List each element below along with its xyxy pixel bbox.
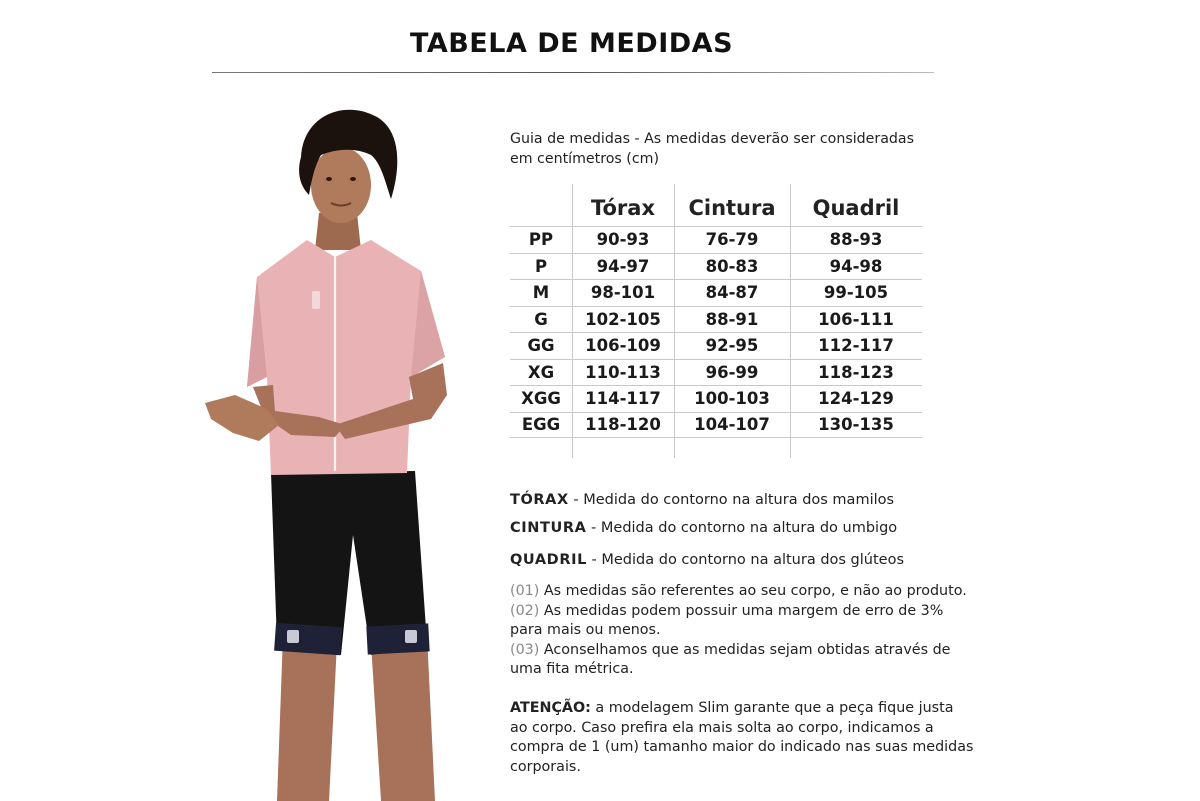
- model-left-leg: [277, 635, 337, 801]
- note-item: [510, 602, 980, 622]
- size-label: PP: [528, 230, 554, 250]
- table-row: [510, 253, 922, 280]
- torax-value: 98-101: [590, 283, 656, 303]
- cintura-value: 76-79: [705, 230, 759, 250]
- torax-value: 118-120: [585, 415, 661, 435]
- cintura-value: 80-83: [705, 256, 759, 276]
- attention-notice: [510, 699, 990, 777]
- definition-cintura: [510, 518, 990, 538]
- cintura-value: 104-107: [694, 415, 770, 435]
- definition-term: TÓRAX: [510, 492, 569, 508]
- definition-text: - Medida do contorno na altura do umbigo: [586, 520, 898, 536]
- size-label: M: [532, 283, 550, 303]
- table-row: [510, 332, 922, 359]
- size-label: XG: [527, 362, 555, 382]
- model-shorts-logo-left: [287, 630, 299, 643]
- attention-text: a modelagem Slim garante que a peça fique justa: [590, 700, 954, 716]
- definition-term: CINTURA: [510, 520, 587, 536]
- table-row: [510, 306, 922, 333]
- column-header-torax: Tórax: [590, 196, 656, 220]
- quadril-value: 99-105: [823, 283, 889, 303]
- note-number: (02): [510, 602, 540, 619]
- size-label: XGG: [521, 389, 561, 409]
- model-right-leg: [371, 635, 435, 801]
- attention-text: corporais.: [510, 758, 581, 775]
- quadril-value: 94-98: [829, 256, 883, 276]
- table-header-row: [510, 184, 922, 226]
- note-number: (03): [510, 641, 540, 658]
- title-divider: [212, 72, 934, 73]
- attention-text: ao corpo. Caso prefira ela mais solta ao corpo, indicamos a: [510, 719, 934, 736]
- cintura-value: 88-91: [705, 309, 759, 329]
- cintura-value: 84-87: [705, 283, 759, 303]
- note-text: As medidas podem possuir uma margem de erro de 3%: [539, 602, 944, 619]
- table-row: [510, 412, 922, 439]
- model-photo: [195, 95, 475, 801]
- cintura-value: 92-95: [705, 336, 759, 356]
- intro-line-2: em centímetros (cm): [510, 151, 659, 167]
- notes-list: [510, 582, 980, 680]
- torax-value: 110-113: [585, 362, 661, 382]
- quadril-value: 130-135: [818, 415, 894, 435]
- size-chart-table: [510, 184, 922, 458]
- cintura-value: 96-99: [705, 362, 759, 382]
- table-row: [510, 359, 922, 386]
- note-continuation: para mais ou menos.: [510, 622, 661, 638]
- page-title: TABELA DE MEDIDAS: [410, 28, 734, 59]
- size-label: EGG: [521, 415, 561, 435]
- note-text: Aconselhamos que as medidas sejam obtidas através de: [539, 641, 951, 658]
- column-header-cintura: Cintura: [688, 196, 776, 220]
- size-label: G: [534, 309, 548, 329]
- definition-torax: [510, 490, 990, 510]
- attention-text: compra de 1 (um) tamanho maior do indicado nas suas medidas: [510, 739, 974, 755]
- quadril-value: 124-129: [818, 389, 894, 409]
- quadril-value: 106-111: [818, 309, 894, 329]
- torax-value: 102-105: [585, 309, 661, 329]
- note-number: (01): [510, 583, 540, 599]
- definition-term: QUADRIL: [510, 552, 587, 568]
- torax-value: 90-93: [596, 230, 650, 250]
- measurement-guide-intro: [510, 129, 950, 169]
- torax-value: 94-97: [596, 256, 650, 276]
- definition-text: - Medida do contorno na altura dos glúteos: [586, 552, 905, 568]
- model-face: [311, 147, 371, 223]
- note-text: As medidas são referentes ao seu corpo, e não ao produto.: [539, 583, 967, 599]
- model-right-leg-band: [366, 623, 429, 654]
- definition-quadril: [510, 550, 990, 570]
- quadril-value: 88-93: [829, 230, 883, 250]
- torax-value: 114-117: [585, 389, 661, 409]
- table-row: [510, 385, 922, 412]
- column-header-quadril: Quadril: [812, 196, 900, 220]
- note-item: [510, 582, 980, 602]
- model-left-leg-band: [274, 623, 342, 656]
- size-label: GG: [527, 336, 555, 356]
- note-continuation: uma fita métrica.: [510, 661, 634, 677]
- intro-line-1: Guia de medidas - As medidas deverão ser consideradas: [510, 131, 915, 147]
- quadril-value: 112-117: [818, 336, 894, 356]
- table-empty-row: [510, 438, 922, 458]
- model-jersey-logo: [312, 291, 320, 309]
- table-row: [510, 226, 922, 253]
- quadril-value: 118-123: [818, 362, 894, 382]
- cintura-value: 100-103: [694, 389, 770, 409]
- note-item: [510, 641, 980, 661]
- model-shorts-logo-right: [405, 630, 417, 643]
- torax-value: 106-109: [585, 336, 661, 356]
- table-row: [510, 279, 922, 306]
- definition-text: - Medida do contorno na altura dos mamilos: [568, 492, 895, 508]
- attention-label: ATENÇÃO:: [510, 700, 591, 716]
- size-label: P: [534, 256, 548, 276]
